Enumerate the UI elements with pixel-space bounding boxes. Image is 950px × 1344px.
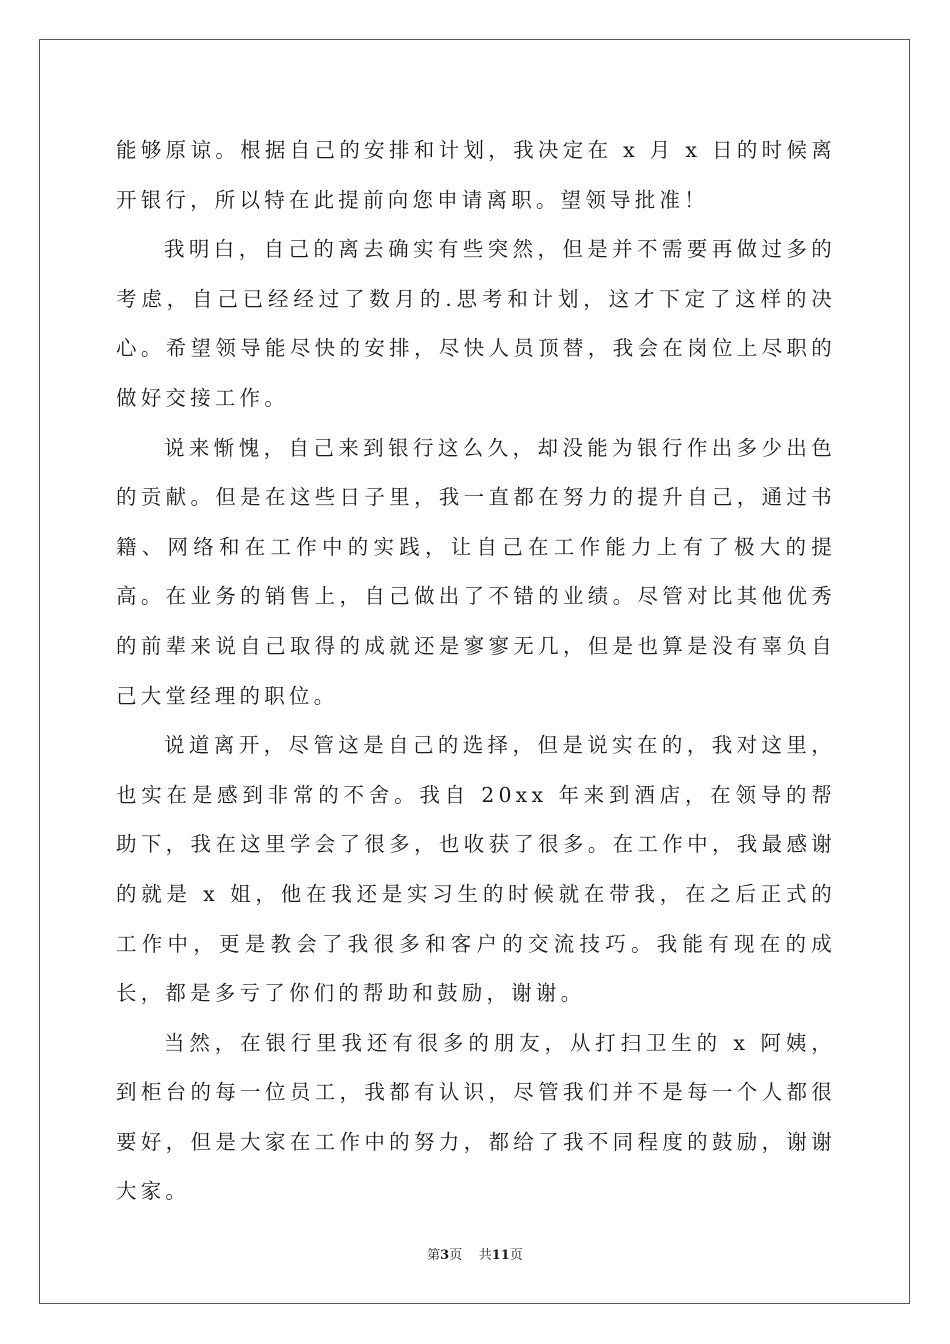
paragraph-2: 我明白，自己的离去确实有些突然，但是并不需要再做过多的考虑，自己已经经过了数月的.思考和计划，这才下定了这样的决心。希望领导能尽快的安排，尽快人员顶替，我会在岗位上尽职的做好交接工作。 xyxy=(116,237,836,410)
page-number-total: 11 xyxy=(491,1248,510,1263)
page-number-prefix: 第 xyxy=(427,1248,441,1263)
page-footer xyxy=(0,1248,950,1264)
paragraph-1: 能够原谅。根据自己的安排和计划，我决定在 x 月 x 日的时候离开银行，所以特在此提前向您申请离职。望领导批准！ xyxy=(116,138,836,212)
page-number-suffix: 页 xyxy=(509,1248,523,1263)
paragraph-3: 说来惭愧，自己来到银行这么久，却没能为银行作出多少出色的贡献。但是在这些日子里，我一直都在努力的提升自己，通过书籍、网络和在工作中的实践，让自己在工作能力上有了极大的提高。在业务的销售上，自己做出了不错的业绩。尽管对比其他优秀的前辈来说自己取得的成就还是寥寥无几，但是也算是没有辜负自己大堂经理的职位。 xyxy=(116,435,836,708)
paragraph-4: 说道离开，尽管这是自己的选择，但是说实在的，我对这里，也实在是感到非常的不舍。我自 20xx 年来到酒店，在领导的帮助下，我在这里学会了很多，也收获了很多。在工作中，我最感谢的就是 x 姐，他在我还是实习生的时候就在带我，在之后正式的工作中，更是教会了我很多和客户的交流技巧。我能有现在的成长，都是多亏了你们的帮助和鼓励，谢谢。 xyxy=(116,733,836,1006)
page-number-current: 3 xyxy=(440,1248,450,1263)
document-body xyxy=(116,126,836,1217)
page-number-middle: 页 共 xyxy=(449,1248,492,1263)
paragraph-5: 当然，在银行里我还有很多的朋友，从打扫卫生的 x 阿姨，到柜台的每一位员工，我都有认识，尽管我们并不是每一个人都很要好，但是大家在工作中的努力，都给了我不同程度的鼓励，谢谢大家。 xyxy=(116,1030,836,1204)
